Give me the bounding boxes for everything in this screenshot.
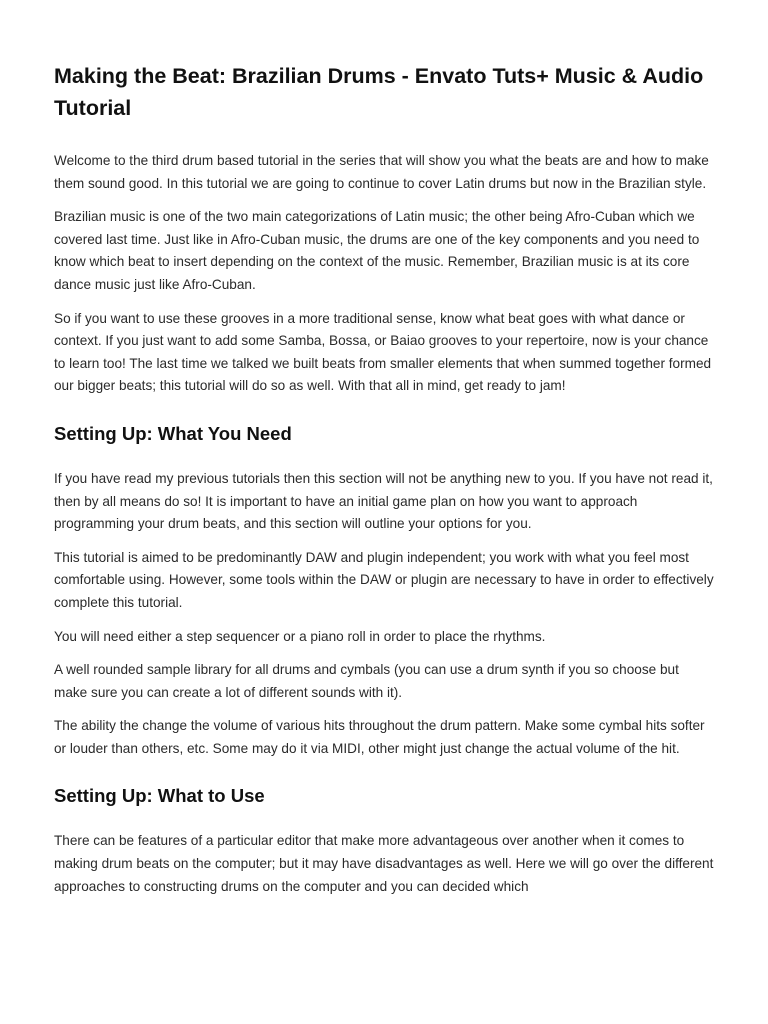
- intro-paragraph-3: So if you want to use these grooves in a more traditional sense, know what beat goes with what dance or context. If you just want to add some Samba, Bossa, or Baiao grooves to your repertoire, now is your chance to learn too! The last time we talked we built beats from smaller elements that when summed together formed our bigger beats; this tutorial will do so as well. With that all in mind, get ready to jam!: [54, 310, 712, 394]
- intro-paragraph-1: Welcome to the third drum based tutorial in the series that will show you what the beats are and how to make them sound good. In this tutorial we are going to continue to cover Latin drums but now in the Brazilian style.: [54, 153, 709, 191]
- section-heading-what-to-use: Setting Up: What to Use: [54, 785, 265, 807]
- section2-paragraph-1: There can be features of a particular editor that make more advantageous over another when it comes to making drum beats on the computer; but it may have disadvantages as well. Here we will go over the different approaches to constructing drums on the computer and you can decided which: [54, 833, 714, 894]
- section1-paragraph-1: If you have read my previous tutorials then this section will not be anything new to you. If you have not read it, then by all means do so! It is important to have an initial game plan on how you want to approach programming your drum beats, and this section will outline your options for you.: [54, 470, 713, 532]
- intro-paragraph-2: Brazilian music is one of the two main categorizations of Latin music; the other being Afro-Cuban which we covered last time. Just like in Afro-Cuban music, the drums are one of the key components and you need to know which beat to insert depending on the context of the music. Remember, Brazilian music is at its core dance music just like Afro-Cuban.: [54, 209, 700, 292]
- section1-paragraph-3: You will need either a step sequencer or a piano roll in order to place the rhythms.: [54, 628, 546, 644]
- section1-paragraph-5: The ability the change the volume of various hits throughout the drum pattern. Make some cymbal hits softer or louder than others, etc. Some may do it via MIDI, other might just change the actual volume of the hit.: [54, 718, 705, 756]
- section1-paragraph-4: A well rounded sample library for all drums and cymbals (you can use a drum synth if you so choose but make sure you can create a lot of different sounds with it).: [54, 662, 679, 700]
- section1-paragraph-2: This tutorial is aimed to be predominantly DAW and plugin independent; you work with what you feel most comfortable using. However, some tools within the DAW or plugin are necessary to have in order to effectively complete this tutorial.: [54, 549, 714, 610]
- page-title: Making the Beat: Brazilian Drums - Envato Tuts+ Music & Audio Tutorial: [54, 64, 704, 120]
- section-heading-what-you-need: Setting Up: What You Need: [54, 422, 292, 444]
